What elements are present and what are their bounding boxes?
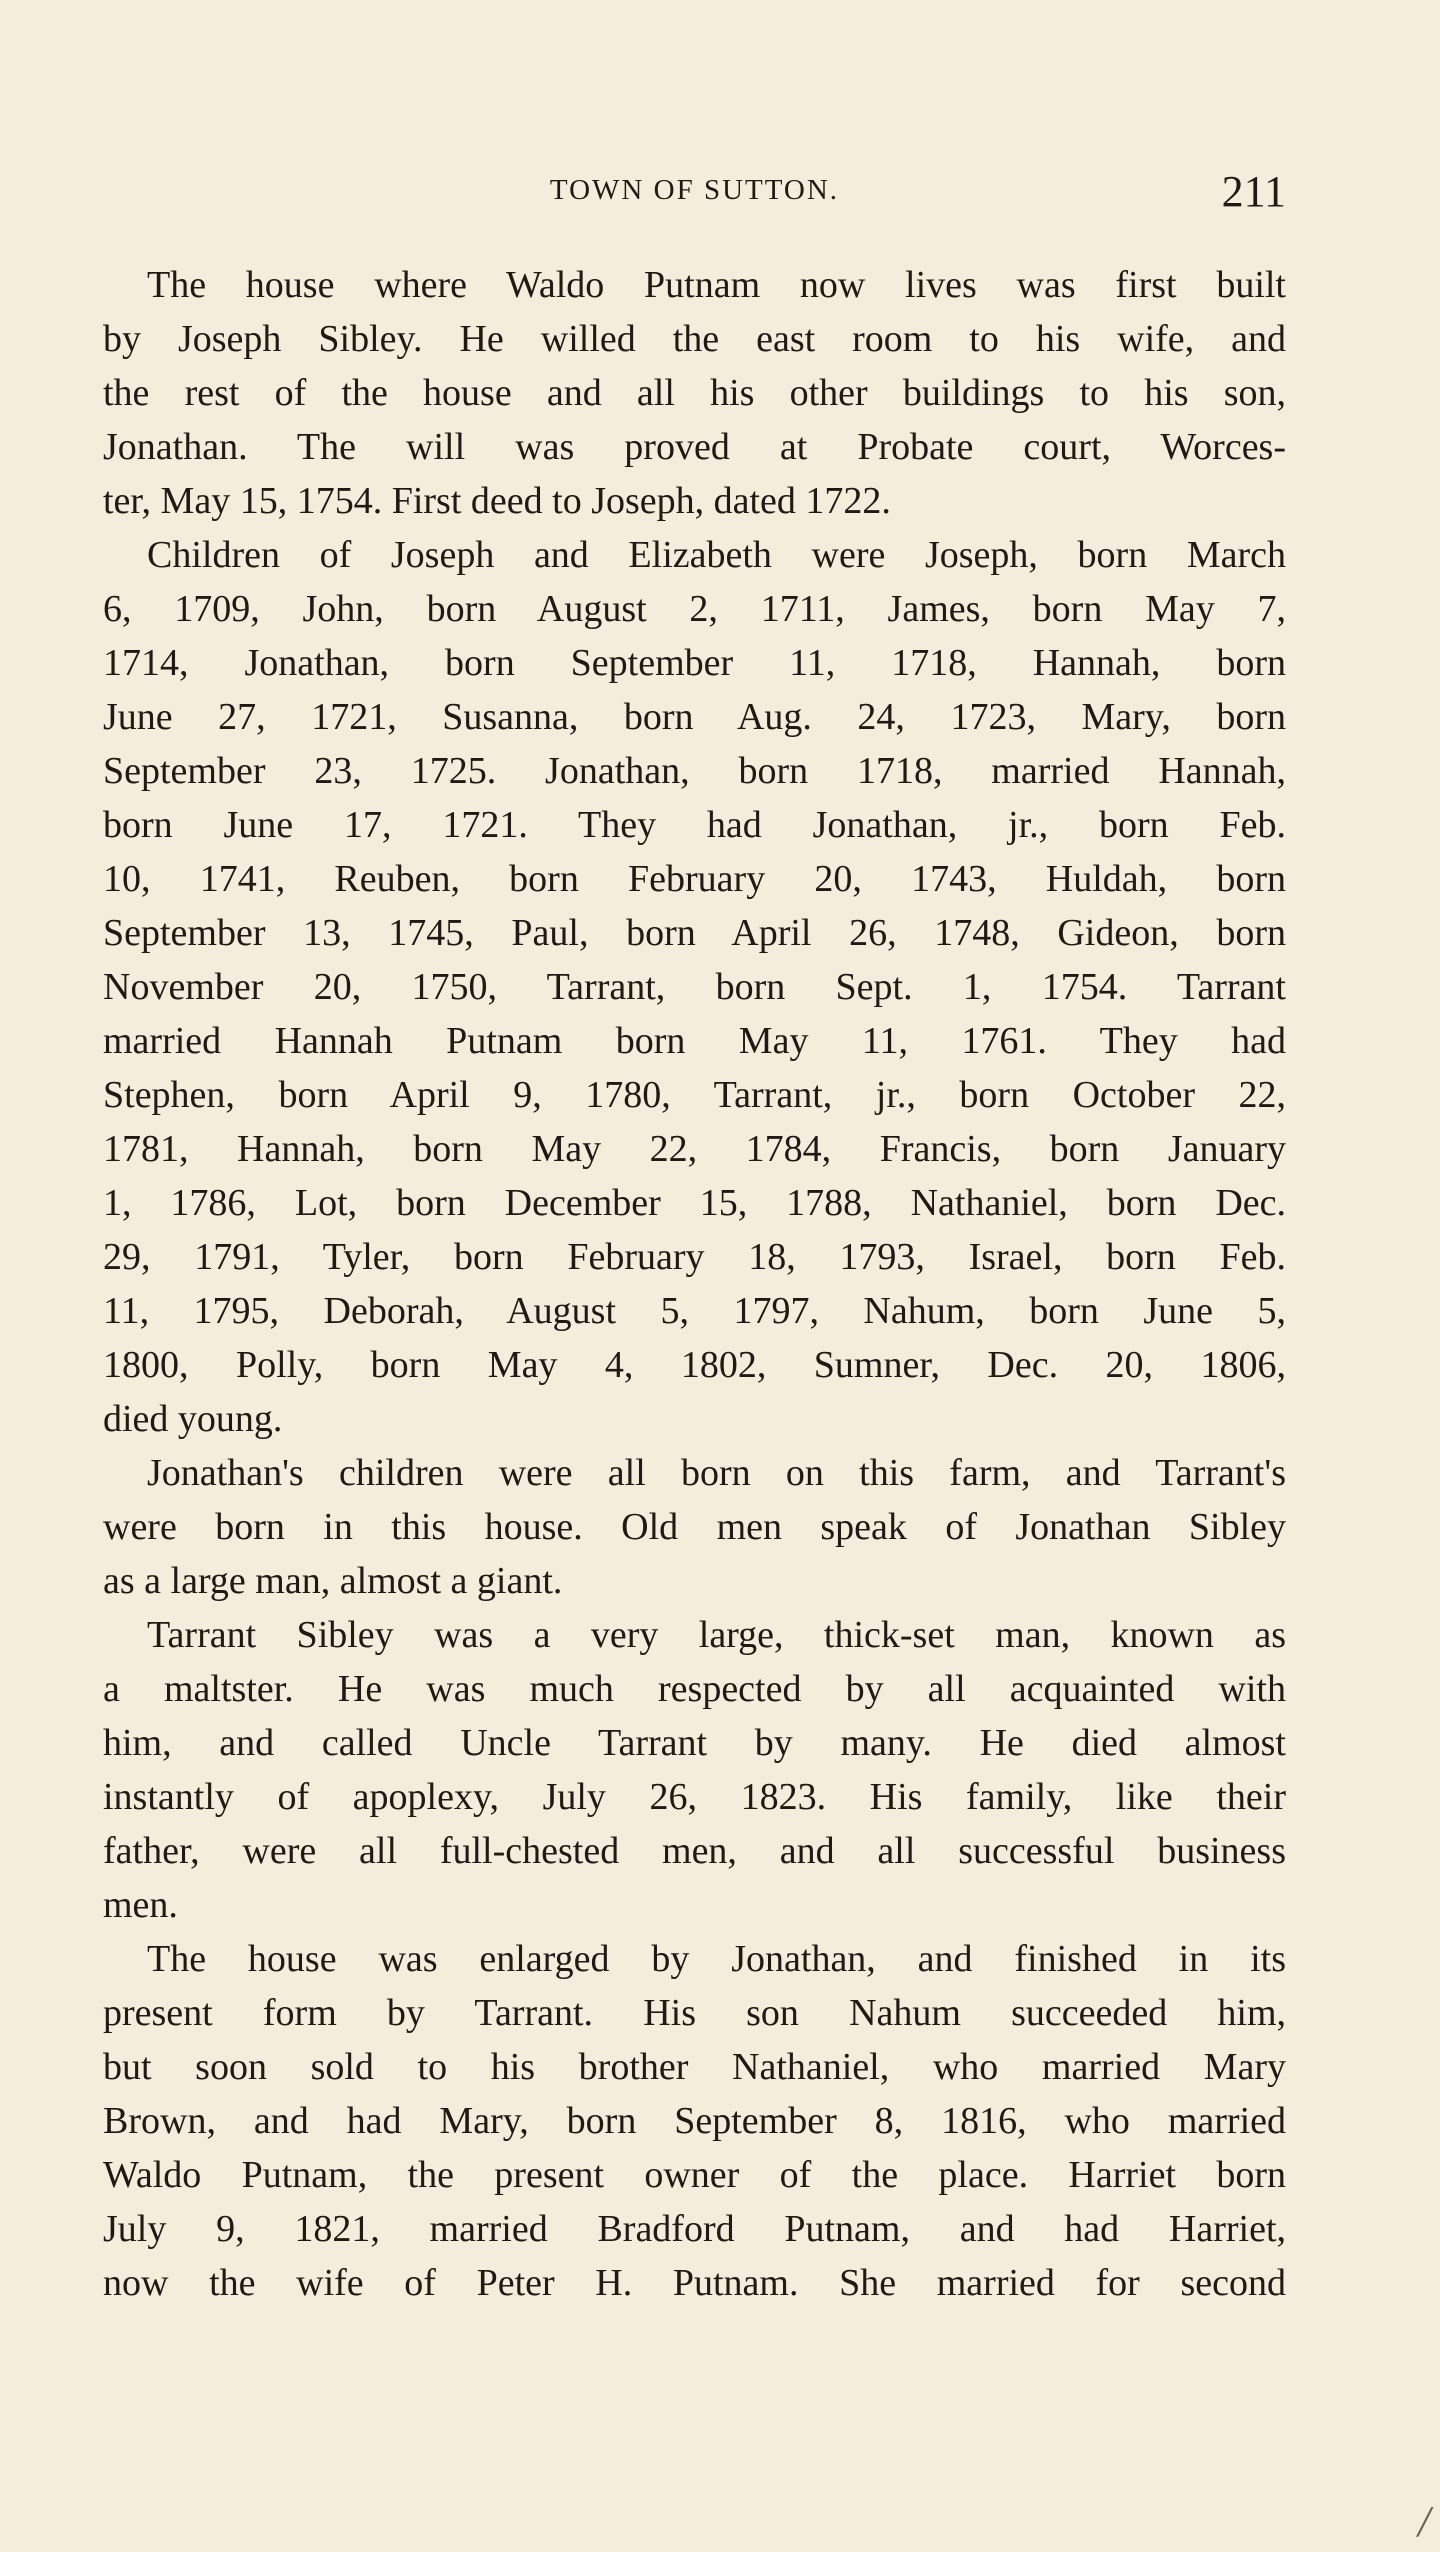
text-line: 1714, Jonathan, born September 11, 1718, Hannah, born (103, 642, 1286, 684)
text-line: married Hannah Putnam born May 11, 1761. They had (103, 1020, 1286, 1062)
running-header (103, 167, 1286, 222)
text-line: were born in this house. Old men speak of Jonathan Sibley (103, 1506, 1286, 1548)
text-line: 6, 1709, John, born August 2, 1711, James, born May 7, (103, 588, 1286, 630)
text-line: Waldo Putnam, the present owner of the place. Harriet born (103, 2154, 1286, 2196)
text-line: men. (103, 1884, 178, 1926)
text-line: November 20, 1750, Tarrant, born Sept. 1, 1754. Tarrant (103, 966, 1286, 1008)
text-line: Jonathan's children were all born on this farm, and Tarrant's (147, 1452, 1286, 1494)
text-line: now the wife of Peter H. Putnam. She married for second (103, 2262, 1286, 2304)
text-line: present form by Tarrant. His son Nahum succeeded him, (103, 1992, 1286, 2034)
text-line: died young. (103, 1398, 283, 1440)
text-line: Brown, and had Mary, born September 8, 1816, who married (103, 2100, 1286, 2142)
text-line: him, and called Uncle Tarrant by many. He died almost (103, 1722, 1286, 1764)
text-line: Jonathan. The will was proved at Probate court, Worces- (103, 426, 1286, 468)
text-line: June 27, 1721, Susanna, born Aug. 24, 1723, Mary, born (103, 696, 1286, 738)
text-line: 29, 1791, Tyler, born February 18, 1793, Israel, born Feb. (103, 1236, 1286, 1278)
margin-mark: / (1418, 2497, 1431, 2546)
text-line: 1781, Hannah, born May 22, 1784, Francis, born January (103, 1128, 1286, 1170)
text-line: instantly of apoplexy, July 26, 1823. His family, like their (103, 1776, 1286, 1818)
text-line: as a large man, almost a giant. (103, 1560, 563, 1602)
text-line: Children of Joseph and Elizabeth were Joseph, born March (147, 534, 1286, 576)
text-line: 1, 1786, Lot, born December 15, 1788, Nathaniel, born Dec. (103, 1182, 1286, 1224)
text-line: The house where Waldo Putnam now lives was first built (147, 264, 1286, 306)
header-title: TOWN OF SUTTON. (549, 174, 840, 206)
page-number: 211 (1221, 167, 1286, 216)
text-line: September 13, 1745, Paul, born April 26, 1748, Gideon, born (103, 912, 1286, 954)
text-line: a maltster. He was much respected by all acquainted with (103, 1668, 1286, 1710)
text-line: father, were all full-chested men, and all successful business (103, 1830, 1286, 1872)
text-line: 11, 1795, Deborah, August 5, 1797, Nahum, born June 5, (103, 1290, 1286, 1332)
text-line: 10, 1741, Reuben, born February 20, 1743, Huldah, born (103, 858, 1286, 900)
body-text (103, 258, 1286, 2310)
text-line: Stephen, born April 9, 1780, Tarrant, jr., born October 22, (103, 1074, 1286, 1116)
text-line: but soon sold to his brother Nathaniel, who married Mary (103, 2046, 1286, 2088)
text-line: 1800, Polly, born May 4, 1802, Sumner, Dec. 20, 1806, (103, 1344, 1286, 1386)
text-line: born June 17, 1721. They had Jonathan, jr., born Feb. (103, 804, 1286, 846)
text-line: The house was enlarged by Jonathan, and finished in its (147, 1938, 1286, 1980)
text-line: ter, May 15, 1754. First deed to Joseph, dated 1722. (103, 480, 891, 522)
text-line: September 23, 1725. Jonathan, born 1718, married Hannah, (103, 750, 1286, 792)
text-line: July 9, 1821, married Bradford Putnam, and had Harriet, (103, 2208, 1286, 2250)
text-line: Tarrant Sibley was a very large, thick-set man, known as (147, 1614, 1286, 1656)
text-line: the rest of the house and all his other buildings to his son, (103, 372, 1286, 414)
text-line: by Joseph Sibley. He willed the east room to his wife, and (103, 318, 1286, 360)
